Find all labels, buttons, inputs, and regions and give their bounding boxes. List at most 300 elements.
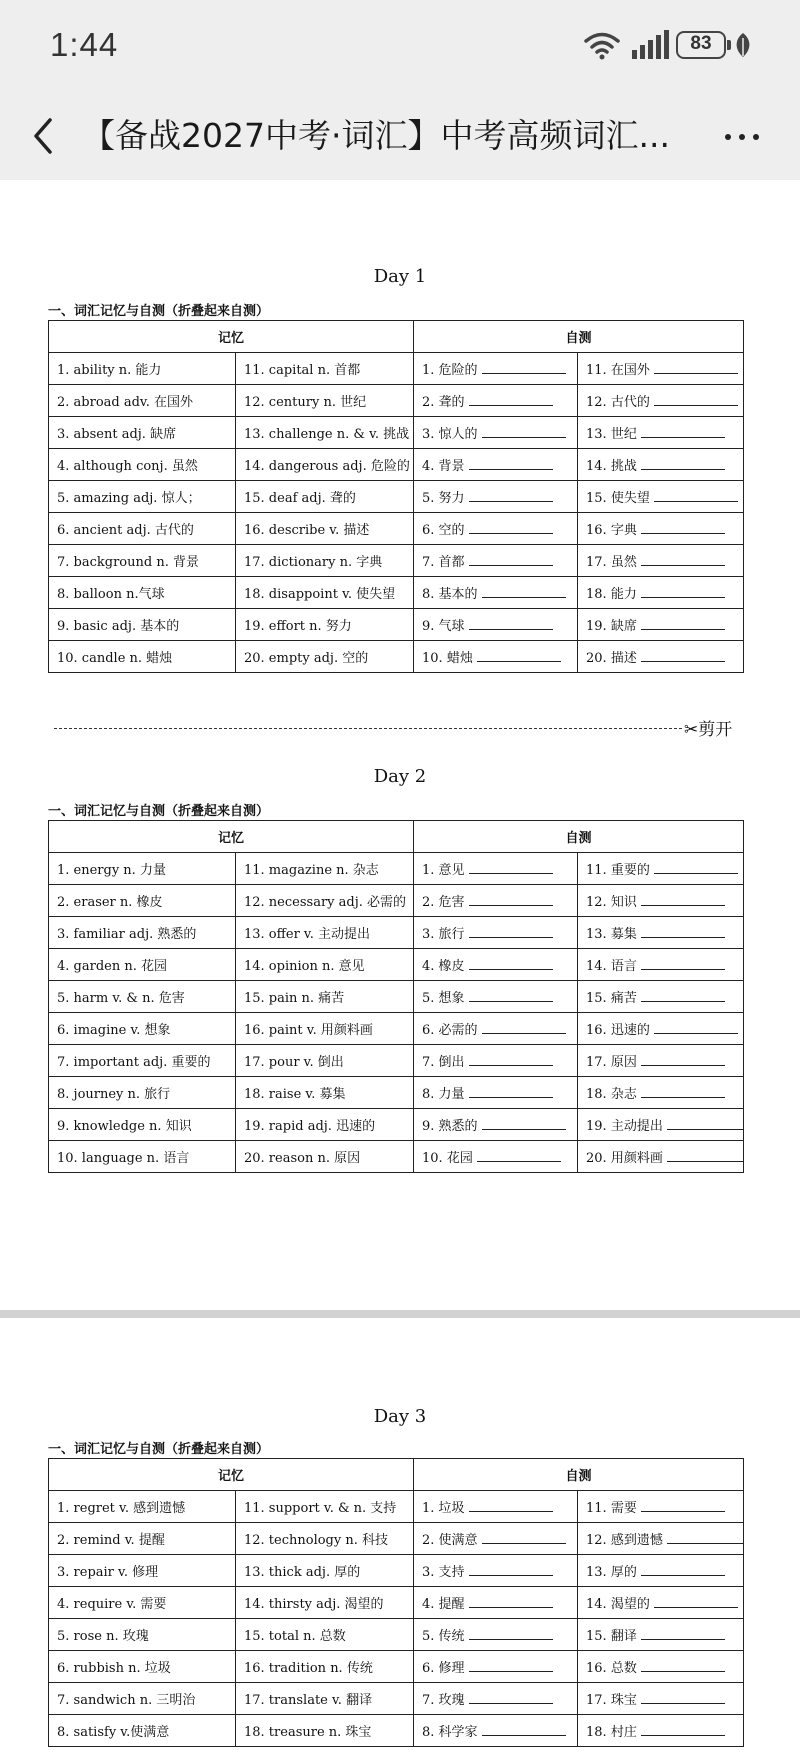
table-header-row bbox=[49, 1459, 744, 1491]
table-row bbox=[49, 577, 744, 609]
cell-text: 18. treasure n. 珠宝 bbox=[244, 1725, 372, 1740]
answer-blank bbox=[469, 926, 553, 938]
more-options-icon[interactable] bbox=[722, 116, 772, 156]
memory-cell bbox=[49, 885, 236, 917]
cell-text: 19. 主动提出 bbox=[586, 1119, 663, 1134]
test-cell bbox=[578, 853, 744, 885]
table-row bbox=[49, 1683, 744, 1715]
cell-text: 7. important adj. 重要的 bbox=[57, 1055, 211, 1070]
test-cell bbox=[414, 853, 578, 885]
cell-text: 10. candle n. 蜡烛 bbox=[57, 651, 173, 666]
answer-blank bbox=[654, 362, 738, 374]
answer-blank bbox=[469, 1660, 553, 1672]
cell-text: 13. 募集 bbox=[586, 927, 637, 942]
answer-blank bbox=[482, 1724, 566, 1736]
table-row bbox=[49, 1523, 744, 1555]
answer-blank bbox=[641, 926, 725, 938]
memory-cell bbox=[236, 1619, 414, 1651]
table-row bbox=[49, 641, 744, 673]
answer-blank bbox=[654, 1596, 738, 1608]
cell-text: 11. capital n. 首都 bbox=[244, 363, 361, 378]
page-title: 【备战2027中考·词汇】中考高频词汇... bbox=[82, 116, 670, 155]
memory-cell bbox=[236, 1587, 414, 1619]
memory-cell bbox=[236, 385, 414, 417]
test-cell bbox=[578, 1045, 744, 1077]
test-cell bbox=[414, 981, 578, 1013]
test-cell bbox=[578, 513, 744, 545]
cell-text: 12. century n. 世纪 bbox=[244, 395, 367, 410]
answer-blank bbox=[482, 1118, 566, 1130]
cell-text: 20. reason n. 原因 bbox=[244, 1151, 361, 1166]
memory-cell bbox=[236, 1715, 414, 1747]
cell-text: 12. 古代的 bbox=[586, 395, 650, 410]
cell-text: 2. remind v. 提醒 bbox=[57, 1533, 165, 1548]
cell-text: 7. 倒出 bbox=[422, 1055, 465, 1070]
vocab-table-day-2 bbox=[48, 820, 744, 1173]
test-cell bbox=[414, 1077, 578, 1109]
cell-text: 11. 在国外 bbox=[586, 363, 650, 378]
answer-blank bbox=[667, 1532, 744, 1544]
answer-blank bbox=[469, 1054, 553, 1066]
answer-blank bbox=[482, 1022, 566, 1034]
test-cell bbox=[578, 1651, 744, 1683]
cell-text: 6. ancient adj. 古代的 bbox=[57, 523, 194, 538]
test-cell bbox=[578, 1013, 744, 1045]
test-cell bbox=[414, 1587, 578, 1619]
cell-text: 17. translate v. 翻译 bbox=[244, 1693, 373, 1708]
cell-text: 8. balloon n.气球 bbox=[57, 587, 165, 602]
cell-text: 15. pain n. 痛苦 bbox=[244, 991, 345, 1006]
answer-blank bbox=[469, 1596, 553, 1608]
table-row bbox=[49, 1045, 744, 1077]
answer-blank bbox=[482, 426, 566, 438]
test-cell bbox=[578, 1683, 744, 1715]
table-row bbox=[49, 949, 744, 981]
cell-text: 18. 村庄 bbox=[586, 1725, 637, 1740]
answer-blank bbox=[469, 1500, 553, 1512]
memory-cell bbox=[236, 1045, 414, 1077]
memory-cell bbox=[49, 609, 236, 641]
answer-blank bbox=[641, 1086, 725, 1098]
table-row bbox=[49, 1715, 744, 1747]
cell-text: 4. 橡皮 bbox=[422, 959, 465, 974]
status-bar bbox=[0, 0, 800, 92]
cell-text: 17. 虽然 bbox=[586, 555, 637, 570]
cell-text: 5. harm v. & n. 危害 bbox=[57, 991, 185, 1006]
test-cell bbox=[414, 481, 578, 513]
memory-cell bbox=[236, 1077, 414, 1109]
cell-text: 1. 垃圾 bbox=[422, 1501, 465, 1516]
cell-text: 11. 重要的 bbox=[586, 863, 650, 878]
test-cell bbox=[578, 417, 744, 449]
table-row bbox=[49, 1077, 744, 1109]
cell-text: 6. 修理 bbox=[422, 1661, 465, 1676]
answer-blank bbox=[641, 426, 725, 438]
memory-cell bbox=[236, 609, 414, 641]
table-row bbox=[49, 917, 744, 949]
dots-icon bbox=[722, 116, 762, 156]
cell-text: 7. 首都 bbox=[422, 555, 465, 570]
answer-blank bbox=[641, 650, 725, 662]
test-cell bbox=[578, 1141, 744, 1173]
test-cell bbox=[578, 641, 744, 673]
memory-cell bbox=[49, 1491, 236, 1523]
header-test: 自测 bbox=[414, 321, 744, 353]
test-cell bbox=[578, 609, 744, 641]
battery-level: 83 bbox=[690, 33, 712, 54]
header-memory: 记忆 bbox=[49, 321, 414, 353]
table-row bbox=[49, 513, 744, 545]
leaf-icon bbox=[734, 32, 752, 58]
answer-blank bbox=[667, 1150, 744, 1162]
memory-cell bbox=[49, 1619, 236, 1651]
table-row bbox=[49, 853, 744, 885]
answer-blank bbox=[469, 990, 553, 1002]
document-page-2[interactable] bbox=[0, 1318, 800, 1757]
cell-text: 6. imagine v. 想象 bbox=[57, 1023, 171, 1038]
cell-text: 2. abroad adv. 在国外 bbox=[57, 395, 193, 410]
cell-text: 4. although conj. 虽然 bbox=[57, 459, 198, 474]
cell-text: 16. tradition n. 传统 bbox=[244, 1661, 373, 1676]
cell-text: 16. 字典 bbox=[586, 523, 637, 538]
cell-text: 18. raise v. 募集 bbox=[244, 1087, 346, 1102]
answer-blank bbox=[469, 522, 553, 534]
cell-text: 14. 挑战 bbox=[586, 459, 637, 474]
cell-text: 8. journey n. 旅行 bbox=[57, 1087, 171, 1102]
table-body bbox=[49, 853, 744, 1173]
back-arrow-icon[interactable] bbox=[24, 112, 64, 160]
test-cell bbox=[414, 577, 578, 609]
test-cell bbox=[578, 545, 744, 577]
answer-blank bbox=[477, 650, 561, 662]
test-cell bbox=[414, 1141, 578, 1173]
test-cell bbox=[578, 385, 744, 417]
table-row bbox=[49, 885, 744, 917]
memory-cell bbox=[236, 917, 414, 949]
memory-cell bbox=[236, 949, 414, 981]
cell-text: 14. dangerous adj. 危险的 bbox=[244, 459, 410, 474]
answer-blank bbox=[641, 618, 725, 630]
cell-text: 10. 蜡烛 bbox=[422, 651, 473, 666]
answer-blank bbox=[654, 394, 738, 406]
cell-text: 13. 厚的 bbox=[586, 1565, 637, 1580]
header-memory: 记忆 bbox=[49, 821, 414, 853]
cell-text: 3. absent adj. 缺席 bbox=[57, 427, 177, 442]
memory-cell bbox=[49, 449, 236, 481]
table-row bbox=[49, 609, 744, 641]
cell-text: 1. ability n. 能力 bbox=[57, 363, 162, 378]
answer-blank bbox=[641, 1628, 725, 1640]
memory-cell bbox=[236, 853, 414, 885]
cell-text: 4. 背景 bbox=[422, 459, 465, 474]
answer-blank bbox=[641, 522, 725, 534]
top-bar bbox=[0, 0, 800, 180]
memory-cell bbox=[236, 481, 414, 513]
cell-text: 2. 使满意 bbox=[422, 1533, 478, 1548]
table-row bbox=[49, 1491, 744, 1523]
table-row bbox=[49, 1587, 744, 1619]
table-row bbox=[49, 1619, 744, 1651]
memory-cell bbox=[49, 853, 236, 885]
cell-text: 14. 渴望的 bbox=[586, 1597, 650, 1612]
answer-blank bbox=[469, 618, 553, 630]
cell-text: 12. 知识 bbox=[586, 895, 637, 910]
cell-text: 11. support v. & n. 支持 bbox=[244, 1501, 397, 1516]
test-cell bbox=[414, 1109, 578, 1141]
table-row bbox=[49, 1109, 744, 1141]
cell-text: 3. 支持 bbox=[422, 1565, 465, 1580]
answer-blank bbox=[469, 1692, 553, 1704]
cell-text: 5. 传统 bbox=[422, 1629, 465, 1644]
test-cell bbox=[414, 417, 578, 449]
section-title: 一、词汇记忆与自测（折叠起来自测） bbox=[48, 304, 270, 319]
cell-text: 9. 气球 bbox=[422, 619, 465, 634]
cell-text: 2. 危害 bbox=[422, 895, 465, 910]
table-row bbox=[49, 481, 744, 513]
test-cell bbox=[578, 1619, 744, 1651]
memory-cell bbox=[236, 513, 414, 545]
memory-cell bbox=[49, 1013, 236, 1045]
test-cell bbox=[578, 1587, 744, 1619]
cell-text: 17. dictionary n. 字典 bbox=[244, 555, 383, 570]
vocab-table-day-3 bbox=[48, 1458, 744, 1747]
cell-text: 12. technology n. 科技 bbox=[244, 1533, 388, 1548]
cell-text: 4. garden n. 花园 bbox=[57, 959, 167, 974]
cell-text: 17. pour v. 倒出 bbox=[244, 1055, 344, 1070]
cell-text: 15. 痛苦 bbox=[586, 991, 637, 1006]
test-cell bbox=[578, 1523, 744, 1555]
cell-text: 14. thirsty adj. 渴望的 bbox=[244, 1597, 384, 1612]
cell-text: 8. 科学家 bbox=[422, 1725, 478, 1740]
memory-cell bbox=[236, 1109, 414, 1141]
test-cell bbox=[578, 1491, 744, 1523]
test-cell bbox=[578, 1077, 744, 1109]
cell-text: 7. background n. 背景 bbox=[57, 555, 199, 570]
table-header-row bbox=[49, 821, 744, 853]
table-row bbox=[49, 1555, 744, 1587]
answer-blank bbox=[482, 362, 566, 374]
answer-blank bbox=[469, 554, 553, 566]
cell-text: 3. 惊人的 bbox=[422, 427, 478, 442]
cell-text: 4. 提醒 bbox=[422, 1597, 465, 1612]
test-cell bbox=[414, 1619, 578, 1651]
header-test: 自测 bbox=[414, 821, 744, 853]
memory-cell bbox=[236, 577, 414, 609]
wifi-icon bbox=[582, 30, 622, 60]
answer-blank bbox=[654, 490, 738, 502]
test-cell bbox=[414, 1523, 578, 1555]
header-test: 自测 bbox=[414, 1459, 744, 1491]
test-cell bbox=[414, 609, 578, 641]
cell-text: 19. effort n. 努力 bbox=[244, 619, 352, 634]
cell-text: 5. 努力 bbox=[422, 491, 465, 506]
memory-cell bbox=[236, 1683, 414, 1715]
cell-text: 7. 玫瑰 bbox=[422, 1693, 465, 1708]
memory-cell bbox=[49, 481, 236, 513]
test-cell bbox=[578, 577, 744, 609]
answer-blank bbox=[482, 1532, 566, 1544]
memory-cell bbox=[236, 449, 414, 481]
cell-text: 13. challenge n. & v. 挑战 bbox=[244, 427, 410, 442]
test-cell bbox=[414, 1651, 578, 1683]
test-cell bbox=[578, 949, 744, 981]
memory-cell bbox=[49, 385, 236, 417]
cell-text: 14. opinion n. 意见 bbox=[244, 959, 365, 974]
answer-blank bbox=[469, 1628, 553, 1640]
cell-text: 15. deaf adj. 聋的 bbox=[244, 491, 356, 506]
cell-text: 16. describe v. 描述 bbox=[244, 523, 370, 538]
table-row bbox=[49, 1013, 744, 1045]
cell-text: 19. 缺席 bbox=[586, 619, 637, 634]
battery-indicator bbox=[676, 31, 726, 59]
test-cell bbox=[414, 885, 578, 917]
test-cell bbox=[578, 1555, 744, 1587]
memory-cell bbox=[236, 545, 414, 577]
cell-text: 2. 聋的 bbox=[422, 395, 465, 410]
table-row bbox=[49, 545, 744, 577]
memory-cell bbox=[49, 577, 236, 609]
cell-text: 8. 力量 bbox=[422, 1087, 465, 1102]
memory-cell bbox=[236, 1141, 414, 1173]
test-cell bbox=[414, 917, 578, 949]
test-cell bbox=[578, 353, 744, 385]
table-row bbox=[49, 1651, 744, 1683]
answer-blank bbox=[469, 1564, 553, 1576]
cut-label: ✂剪开 bbox=[684, 720, 733, 740]
cell-text: 13. offer v. 主动提出 bbox=[244, 927, 370, 942]
cell-text: 14. 语言 bbox=[586, 959, 637, 974]
cell-text: 16. 迅速的 bbox=[586, 1023, 650, 1038]
memory-cell bbox=[236, 417, 414, 449]
test-cell bbox=[578, 1715, 744, 1747]
memory-cell bbox=[49, 353, 236, 385]
answer-blank bbox=[469, 394, 553, 406]
test-cell bbox=[578, 885, 744, 917]
cell-text: 13. 世纪 bbox=[586, 427, 637, 442]
document-page-1[interactable] bbox=[0, 180, 800, 1310]
cell-text: 1. 危险的 bbox=[422, 363, 478, 378]
day-title: Day 3 bbox=[373, 1406, 427, 1427]
memory-cell bbox=[49, 949, 236, 981]
header-memory: 记忆 bbox=[49, 1459, 414, 1491]
memory-cell bbox=[49, 917, 236, 949]
memory-cell bbox=[49, 1587, 236, 1619]
cell-text: 5. amazing adj. 惊人； bbox=[57, 491, 201, 506]
test-cell bbox=[414, 513, 578, 545]
cell-text: 3. 旅行 bbox=[422, 927, 465, 942]
answer-blank bbox=[641, 1500, 725, 1512]
table-row bbox=[49, 981, 744, 1013]
cell-text: 5. 想象 bbox=[422, 991, 465, 1006]
cut-line bbox=[54, 728, 682, 729]
status-time: 1:44 bbox=[50, 26, 119, 63]
memory-cell bbox=[49, 1555, 236, 1587]
test-cell bbox=[414, 1491, 578, 1523]
cell-text: 12. necessary adj. 必需的 bbox=[244, 895, 406, 910]
answer-blank bbox=[641, 458, 725, 470]
cell-text: 11. magazine n. 杂志 bbox=[244, 863, 379, 878]
test-cell bbox=[578, 917, 744, 949]
memory-cell bbox=[49, 417, 236, 449]
answer-blank bbox=[641, 1564, 725, 1576]
cell-text: 18. disappoint v. 使失望 bbox=[244, 587, 396, 602]
answer-blank bbox=[469, 458, 553, 470]
cell-text: 18. 能力 bbox=[586, 587, 637, 602]
table-row bbox=[49, 449, 744, 481]
answer-blank bbox=[641, 1054, 725, 1066]
cell-text: 18. 杂志 bbox=[586, 1087, 637, 1102]
table-row bbox=[49, 385, 744, 417]
memory-cell bbox=[236, 981, 414, 1013]
memory-cell bbox=[49, 981, 236, 1013]
cell-text: 12. 感到遗憾 bbox=[586, 1533, 663, 1548]
day-title: Day 2 bbox=[373, 766, 427, 787]
cell-text: 16. 总数 bbox=[586, 1661, 637, 1676]
cell-text: 19. rapid adj. 迅速的 bbox=[244, 1119, 376, 1134]
test-cell bbox=[414, 641, 578, 673]
cell-text: 11. 需要 bbox=[586, 1501, 637, 1516]
cell-text: 20. empty adj. 空的 bbox=[244, 651, 369, 666]
memory-cell bbox=[49, 1683, 236, 1715]
test-cell bbox=[414, 353, 578, 385]
answer-blank bbox=[469, 490, 553, 502]
answer-blank bbox=[641, 894, 725, 906]
answer-blank bbox=[641, 554, 725, 566]
memory-cell bbox=[49, 1715, 236, 1747]
table-body bbox=[49, 1491, 744, 1747]
battery-tip bbox=[727, 40, 731, 50]
cell-text: 10. 花园 bbox=[422, 1151, 473, 1166]
cell-text: 3. repair v. 修理 bbox=[57, 1565, 159, 1580]
memory-cell bbox=[236, 641, 414, 673]
cell-text: 16. paint v. 用颜料画 bbox=[244, 1023, 373, 1038]
cell-text: 17. 珠宝 bbox=[586, 1693, 637, 1708]
answer-blank bbox=[667, 1118, 744, 1130]
test-cell bbox=[414, 1683, 578, 1715]
test-cell bbox=[578, 981, 744, 1013]
test-cell bbox=[414, 1045, 578, 1077]
answer-blank bbox=[641, 1660, 725, 1672]
answer-blank bbox=[641, 990, 725, 1002]
memory-cell bbox=[236, 1651, 414, 1683]
table-row bbox=[49, 353, 744, 385]
cell-text: 9. knowledge n. 知识 bbox=[57, 1119, 192, 1134]
cell-text: 15. 使失望 bbox=[586, 491, 650, 506]
cell-text: 6. rubbish n. 垃圾 bbox=[57, 1661, 171, 1676]
cell-text: 6. 必需的 bbox=[422, 1023, 478, 1038]
cell-text: 20. 用颜料画 bbox=[586, 1151, 663, 1166]
test-cell bbox=[414, 949, 578, 981]
cell-text: 4. require v. 需要 bbox=[57, 1597, 167, 1612]
test-cell bbox=[414, 1555, 578, 1587]
test-cell bbox=[414, 385, 578, 417]
table-row bbox=[49, 1141, 744, 1173]
memory-cell bbox=[236, 1013, 414, 1045]
cell-text: 1. energy n. 力量 bbox=[57, 863, 166, 878]
cell-text: 2. eraser n. 橡皮 bbox=[57, 895, 163, 910]
memory-cell bbox=[49, 513, 236, 545]
vocab-table-day-1 bbox=[48, 320, 744, 673]
memory-cell bbox=[49, 641, 236, 673]
memory-cell bbox=[49, 1109, 236, 1141]
test-cell bbox=[414, 1715, 578, 1747]
cell-text: 3. familiar adj. 熟悉的 bbox=[57, 927, 197, 942]
cell-text: 5. rose n. 玫瑰 bbox=[57, 1629, 149, 1644]
day-title: Day 1 bbox=[373, 266, 427, 287]
answer-blank bbox=[641, 958, 725, 970]
cell-text: 10. language n. 语言 bbox=[57, 1151, 190, 1166]
table-body bbox=[49, 353, 744, 673]
